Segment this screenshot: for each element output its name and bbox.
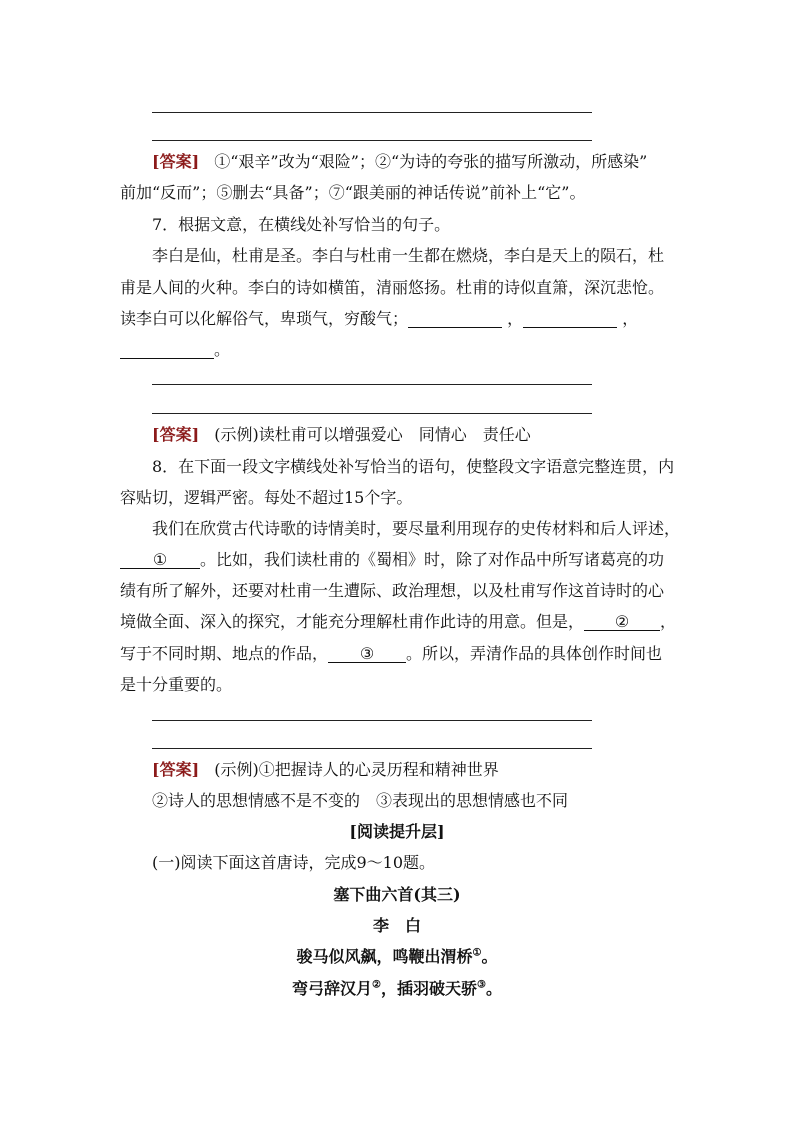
answer-tag: [答案] [152, 152, 200, 171]
poem-title: 塞下曲六首(其三) [333, 885, 461, 904]
q7-passage-text: 读李白可以化解俗气，卑琐气，穷酸气； [120, 309, 409, 328]
answer-tag: [答案] [152, 760, 200, 779]
answer-line [152, 384, 592, 385]
poem-line-text: 。 [485, 979, 502, 998]
q8-passage-line: 绩有所了解外，还要对杜甫一生遭际、政治理想，以及杜甫写作这首诗时的心 [120, 581, 665, 600]
answer-tag: [答案] [152, 425, 200, 444]
fill-blank[interactable] [523, 311, 617, 328]
section-heading: [阅读提升层] [349, 822, 445, 841]
comma: ， [507, 309, 524, 328]
poem-author: 李 白 [372, 916, 421, 935]
q8-passage-text: 。比如，我们读杜甫的《蜀相》时，除了对作品中所写诸葛亮的功 [200, 550, 665, 569]
q7-passage-line [120, 340, 230, 360]
q8-passage-text: 。所以，弄清作品的具体创作时间也 [406, 644, 663, 663]
q8-passage-text: 境做全面、深入的探究，才能充分理解杜甫作此诗的用意。但是， [120, 612, 585, 631]
q7-prompt: 7．根据文意，在横线处补写恰当的句子。 [152, 215, 451, 234]
q8-passage-line: 我们在欣赏古代诗歌的诗情美时，要尽量利用现存的史传材料和后人评述， [152, 519, 681, 538]
poem-line-text: 骏马似风飙，鸣鞭出渭桥 [296, 947, 473, 966]
poem-line [0, 979, 794, 999]
footnote-marker: ③ [477, 979, 486, 991]
fill-blank[interactable] [120, 342, 214, 359]
q8-passage-line [120, 612, 676, 632]
q8-answer [152, 760, 499, 780]
poem-line [0, 947, 794, 967]
period: 。 [214, 340, 231, 359]
q7-passage-line [120, 309, 638, 329]
poem-line-text: ，插羽破天骄 [380, 979, 477, 998]
answer-line [152, 413, 592, 414]
q8-prompt: 8．在下面一段文字横线处补写恰当的语句，使整段文字语意完整连贯，内 [152, 457, 675, 476]
fill-blank-2[interactable]: ② [584, 614, 660, 631]
q6-answer-cont: 前加“反而”；⑤删去“具备”；⑦“跟美丽的神话传说”前补上“它”。 [120, 183, 586, 202]
footnote-marker: ① [472, 947, 482, 959]
q6-answer-text: ①“艰辛”改为“艰险”；②“为诗的夸张的描写所激动，所感染” [214, 152, 648, 171]
answer-line [152, 140, 592, 141]
q8-prompt: 容贴切，逻辑严密。每处不超过15个字。 [120, 488, 413, 507]
poem-line-text: 弯弓辞汉月 [292, 979, 373, 998]
footnote-marker: ② [372, 979, 381, 991]
q7-passage-line: 李白是仙，杜甫是圣。李白与杜甫一生都在燃烧，李白是天上的陨石，杜 [152, 246, 665, 265]
q7-answer [152, 425, 531, 445]
answer-line [152, 748, 592, 749]
q6-answer [152, 152, 647, 172]
q7-passage-line: 甫是人间的火种。李白的诗如横笛，清丽悠扬。杜甫的诗似直箫，深沉悲怆。 [120, 278, 665, 297]
q8-passage-line [120, 550, 664, 570]
comma: ， [660, 612, 677, 631]
q8-passage-line [120, 644, 662, 664]
comma: ， [622, 309, 639, 328]
fill-blank-3[interactable]: ③ [328, 646, 406, 663]
q8-answer-text: (示例)①把握诗人的心灵历程和精神世界 [214, 760, 499, 779]
fill-blank-1[interactable]: ① [120, 552, 200, 569]
q8-passage-line: 是十分重要的。 [120, 675, 233, 694]
fill-blank[interactable] [408, 311, 502, 328]
q7-answer-text: (示例)读杜甫可以增强爱心 同情心 责任心 [214, 425, 531, 444]
answer-line [152, 720, 592, 721]
q8-passage-text: 写于不同时期、地点的作品， [120, 644, 329, 663]
poem-line-text: 。 [481, 947, 498, 966]
reading-intro: (一)阅读下面这首唐诗，完成9～10题。 [152, 853, 436, 872]
answer-line [152, 112, 592, 113]
q8-answer-cont: ②诗人的思想情感不是不变的 ③表现出的思想情感也不同 [152, 791, 569, 810]
